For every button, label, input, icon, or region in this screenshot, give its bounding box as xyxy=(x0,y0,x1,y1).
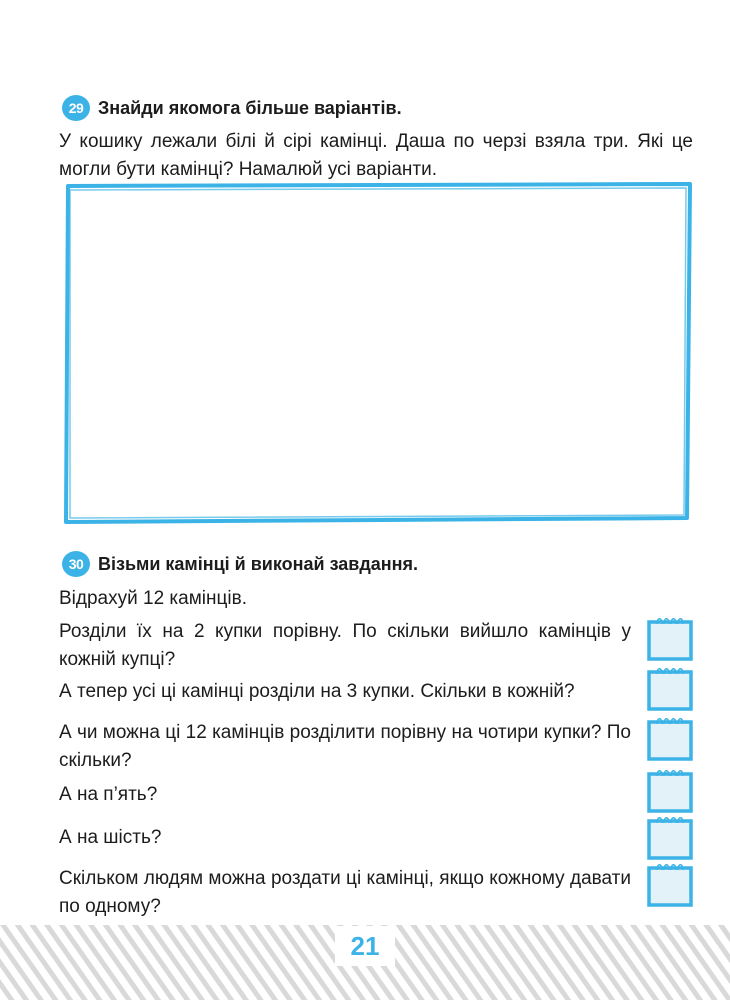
task-title: Знайди якомога більше варіантів. xyxy=(98,97,402,118)
task-29-header xyxy=(62,95,402,121)
answer-box[interactable] xyxy=(645,714,695,762)
answer-box[interactable] xyxy=(645,766,695,814)
task-30-intro: Відрахуй 12 камінців. xyxy=(59,588,247,609)
page-number: 21 xyxy=(335,926,395,966)
task-number-badge: 30 xyxy=(62,551,90,577)
task-29-text: У кошику лежали білі й сірі камінці. Даша по черзі взяла три. Які це могли бути камінці? Намалюй усі варіанти. xyxy=(59,131,693,180)
answer-box[interactable] xyxy=(645,860,695,908)
question-3: А чи можна ці 12 камінців розділити порівну на чотири купки? По скільки? xyxy=(59,722,631,771)
question-1: Розділи їх на 2 купки порівну. По скільки вийшло камінців у кожній купці? xyxy=(59,621,631,670)
drawing-area[interactable] xyxy=(60,178,696,530)
task-number-badge: 29 xyxy=(62,95,90,121)
question-2: А тепер усі ці камінці розділи на 3 купки. Скільки в кожній? xyxy=(59,681,575,702)
answer-box[interactable] xyxy=(645,614,695,662)
question-6: Скільком людям можна роздати ці камінці, якщо кожному давати по одному? xyxy=(59,868,631,917)
answer-box[interactable] xyxy=(645,813,695,861)
answer-box[interactable] xyxy=(645,664,695,712)
task-30-header xyxy=(62,551,418,577)
task-title: Візьми камінці й виконай завдання. xyxy=(98,553,419,574)
question-4: А на п’ять? xyxy=(59,784,158,805)
question-5: А на шість? xyxy=(59,827,162,848)
